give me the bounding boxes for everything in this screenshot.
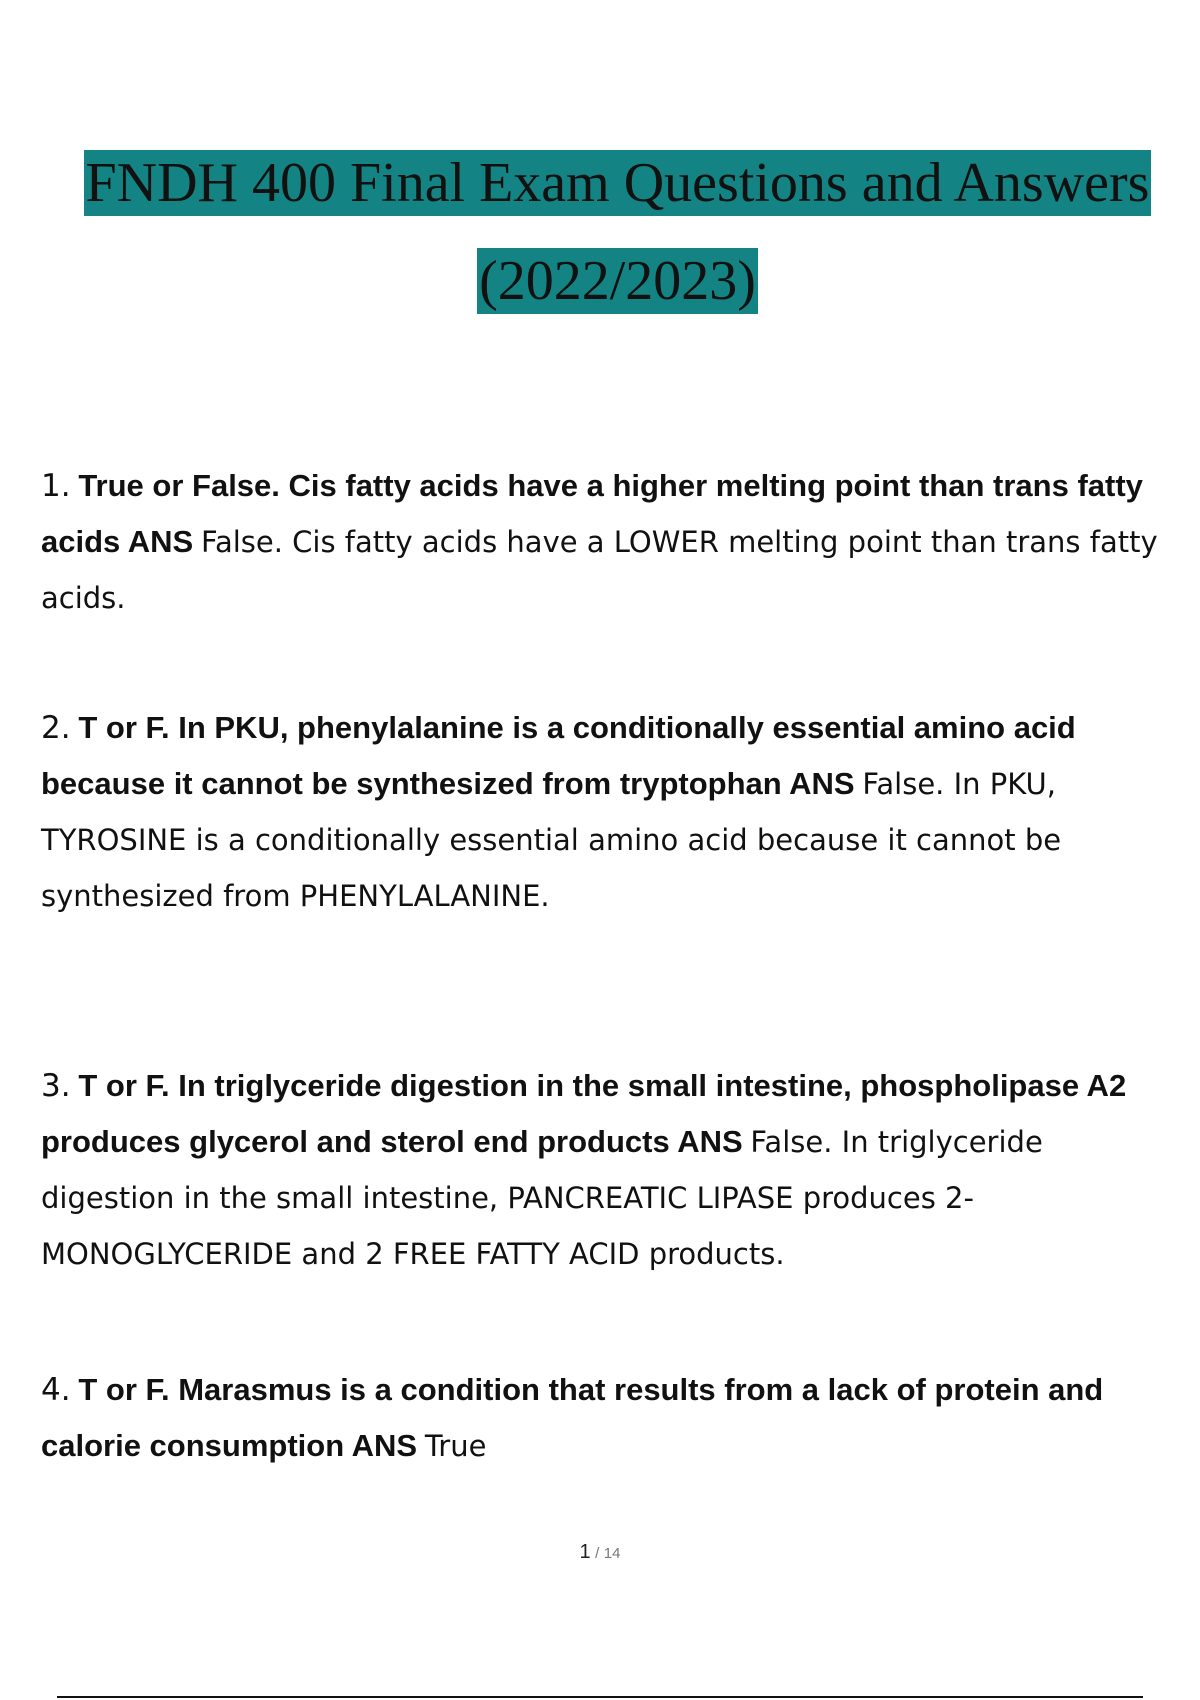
question-text: T or F. In PKU, phenylalanine is a conditionally essential amino acid because it cannot be synthesized from tryptophan ANS: [41, 710, 1076, 801]
title-line-1: FNDH 400 Final Exam Questions and Answers: [85, 152, 1150, 214]
question-item-2: [41, 700, 1171, 924]
question-number: 3.: [41, 1068, 71, 1104]
question-text: T or F. Marasmus is a condition that results from a lack of protein and calorie consumption ANS: [41, 1372, 1104, 1463]
page-indicator: [0, 1541, 1200, 1564]
page-current: 1: [579, 1541, 591, 1563]
answer-text: False. In triglyceride digestion in the small intestine, PANCREATIC LIPASE produces 2-MONOGLYCERIDE and 2 FREE FATTY ACID products.: [41, 1125, 1043, 1271]
question-item-3: [41, 1058, 1171, 1282]
question-text: T or F. In triglyceride digestion in the small intestine, phospholipase A2 produces glycerol and sterol end products ANS: [41, 1068, 1127, 1159]
page-divider: [57, 1696, 1143, 1698]
page-separator: /: [595, 1545, 600, 1562]
question-number: 1.: [41, 468, 71, 504]
document-title: [0, 150, 1200, 314]
question-number: 2.: [41, 710, 71, 746]
question-item-4: [41, 1362, 1171, 1474]
page-total: 14: [603, 1545, 621, 1562]
title-line-2: (2022/2023): [479, 250, 756, 312]
answer-text: True: [424, 1429, 487, 1463]
answer-text: False. In PKU, TYROSINE is a conditionally essential amino acid because it cannot be synthesized from PHENYLALANINE.: [41, 767, 1062, 913]
answer-text: False. Cis fatty acids have a LOWER melting point than trans fatty acids.: [41, 525, 1158, 615]
question-item-1: [41, 458, 1171, 626]
question-text: True or False. Cis fatty acids have a higher melting point than trans fatty acids ANS: [41, 468, 1143, 559]
question-number: 4.: [41, 1372, 71, 1408]
